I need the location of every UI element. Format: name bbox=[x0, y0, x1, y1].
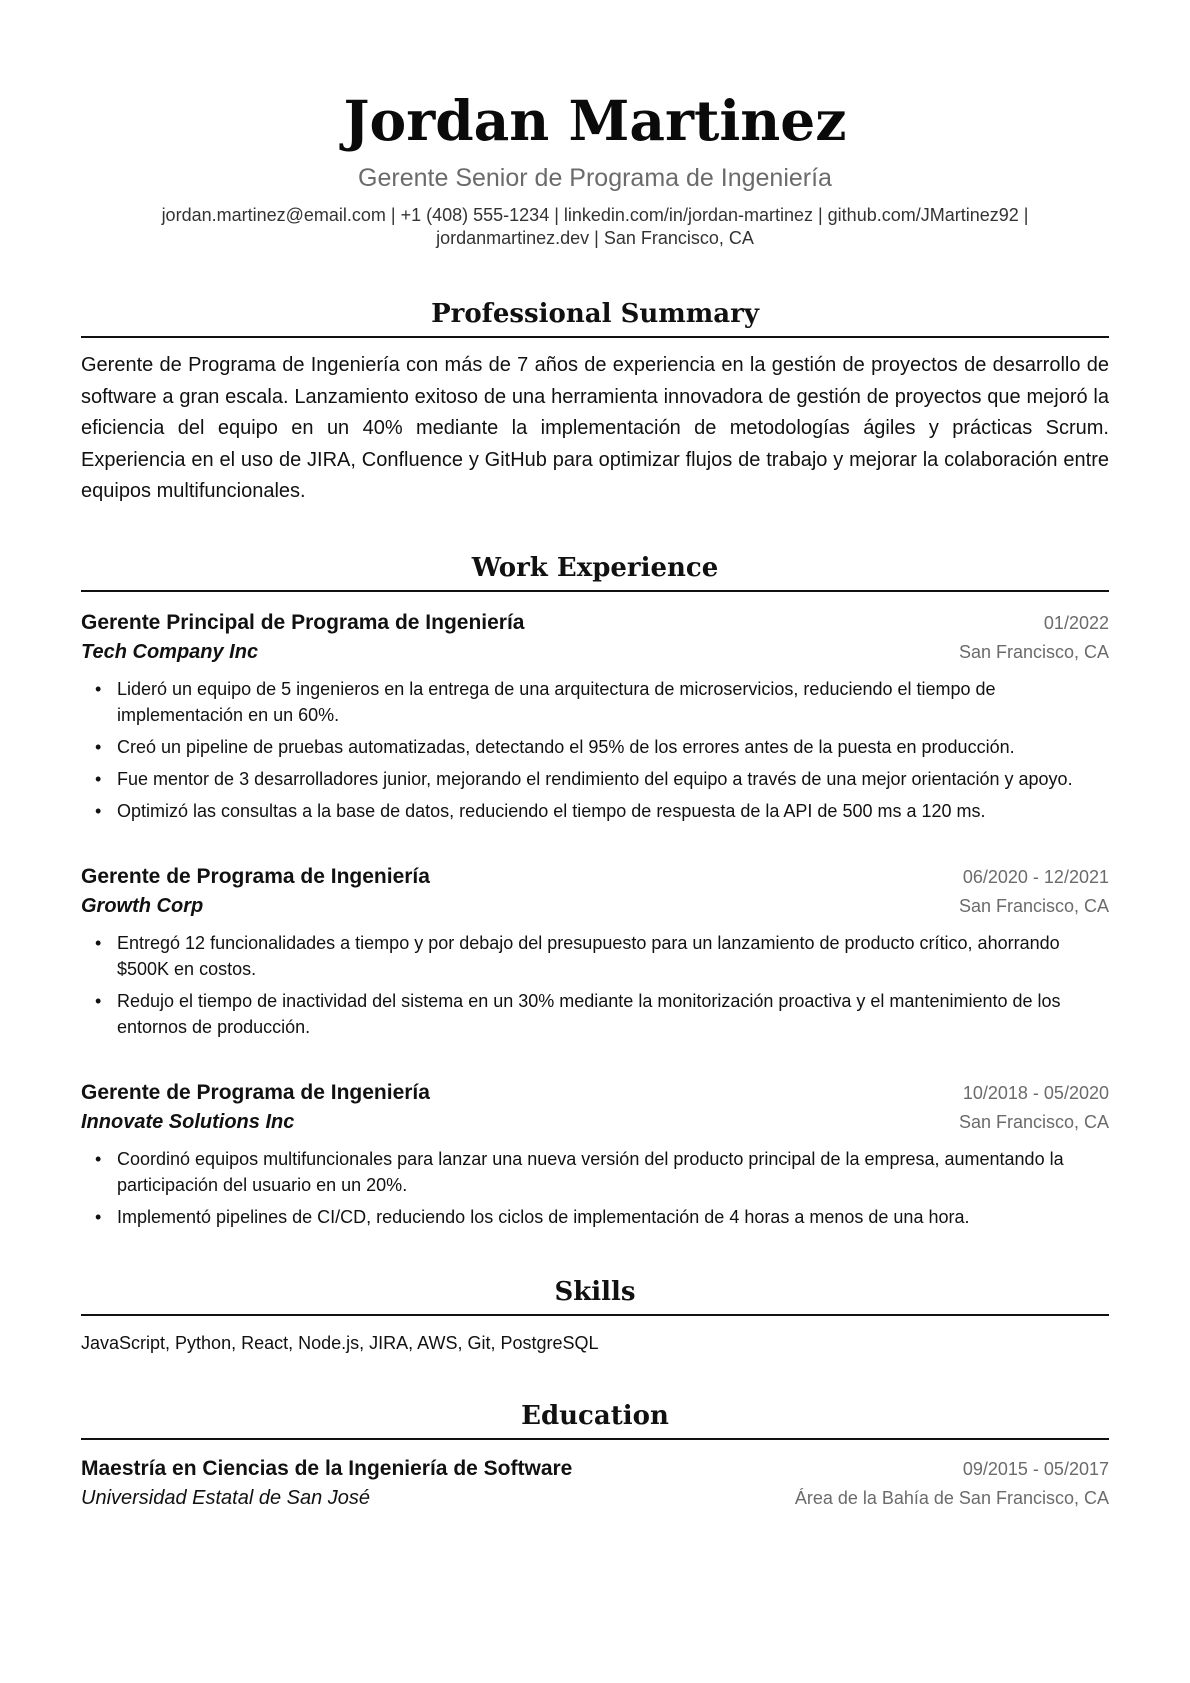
contact-line: jordan.martinez@email.com | +1 (408) 555-1234 | linkedin.com/in/jordan-martinez | github.com/JMartinez92 | bbox=[161, 205, 1029, 225]
job-location: San Francisco, CA bbox=[958, 895, 1109, 916]
section-heading: Skills bbox=[81, 1274, 1109, 1316]
job-company-row bbox=[81, 1108, 1109, 1136]
bullet-item: • Implementó pipelines de CI/CD, reduciendo los ciclos de implementación de 4 horas a menos de una hora. bbox=[81, 1204, 1109, 1230]
bullet-item: • Lideró un equipo de 5 ingenieros en la entrega de una arquitectura de microservicios, reduciendo el tiempo de implementación en un 60%. bbox=[81, 676, 1109, 728]
bullet-item: • Optimizó las consultas a la base de datos, reduciendo el tiempo de respuesta de la API de 500 ms a 120 ms. bbox=[81, 798, 1109, 824]
job-header-row bbox=[81, 608, 1109, 638]
job-bullets bbox=[81, 930, 1109, 1040]
summary-section bbox=[81, 296, 1109, 508]
job-date: 10/2018 - 05/2020 bbox=[962, 1082, 1109, 1103]
candidate-title: Gerente Senior de Programa de Ingeniería bbox=[358, 164, 832, 192]
job-entry bbox=[81, 862, 1109, 1040]
job-location: San Francisco, CA bbox=[958, 641, 1109, 662]
job-bullets bbox=[81, 676, 1109, 824]
experience-section bbox=[81, 550, 1109, 1230]
job-company-row bbox=[81, 892, 1109, 920]
education-date: 09/2015 - 05/2017 bbox=[962, 1458, 1109, 1479]
job-header-row bbox=[81, 1078, 1109, 1108]
summary-text: Gerente de Programa de Ingeniería con más de 7 años de experiencia en la gestión de proyectos de desarrollo de software a gran escala. Lanzamiento exitoso de una herramienta innovadora de gestión de proyectos que mejoró la eficiencia del equipo en un 40% mediante la implementación de metodologías ágiles y prácticas Scrum. Experiencia en el uso de JIRA, Confluence y GitHub para optimizar flujos de trabajo y mejorar la colaboración entre equipos multifuncionales. bbox=[81, 354, 1109, 502]
bullet-item: • Coordinó equipos multifuncionales para lanzar una nueva versión del producto principal de la empresa, aumentando la participación del usuario en un 20%. bbox=[81, 1146, 1109, 1198]
company-name: Innovate Solutions Inc bbox=[81, 1110, 295, 1133]
bullet-item: • Entregó 12 funcionalidades a tiempo y por debajo del presupuesto para un lanzamiento de producto crítico, ahorrando $500K en costos. bbox=[81, 930, 1109, 982]
skills-section bbox=[81, 1274, 1109, 1356]
school-name: Universidad Estatal de San José bbox=[81, 1486, 371, 1509]
degree-name: Maestría en Ciencias de la Ingeniería de Software bbox=[81, 1456, 573, 1480]
job-title: Gerente de Programa de Ingeniería bbox=[81, 864, 430, 888]
company-name: Tech Company Inc bbox=[81, 640, 259, 663]
job-entry bbox=[81, 608, 1109, 824]
job-header-row bbox=[81, 862, 1109, 892]
skills-list: JavaScript, Python, React, Node.js, JIRA, AWS, Git, PostgreSQL bbox=[81, 1332, 599, 1353]
bullet-item: • Creó un pipeline de pruebas automatizadas, detectando el 95% de los errores antes de la puesta en producción. bbox=[81, 734, 1109, 760]
job-title: Gerente Principal de Programa de Ingeniería bbox=[81, 610, 525, 634]
education-header-row bbox=[81, 1454, 1109, 1484]
resume-header bbox=[81, 0, 1109, 250]
job-date: 01/2022 bbox=[1043, 612, 1109, 633]
education-entry bbox=[81, 1454, 1109, 1512]
bullet-item: • Redujo el tiempo de inactividad del sistema en un 30% mediante la monitorización proactiva y el mantenimiento de los entornos de producción. bbox=[81, 988, 1109, 1040]
company-name: Growth Corp bbox=[81, 894, 204, 917]
section-heading: Professional Summary bbox=[81, 296, 1109, 338]
candidate-name: Jordan Martinez bbox=[343, 88, 847, 153]
job-bullets bbox=[81, 1146, 1109, 1230]
section-heading: Education bbox=[81, 1398, 1109, 1440]
job-date: 06/2020 - 12/2021 bbox=[962, 866, 1109, 887]
job-entry bbox=[81, 1078, 1109, 1230]
job-company-row bbox=[81, 638, 1109, 666]
bullet-item: • Fue mentor de 3 desarrolladores junior, mejorando el rendimiento del equipo a través de una mejor orientación y apoyo. bbox=[81, 766, 1109, 792]
education-school-row bbox=[81, 1484, 1109, 1512]
contact-line: jordanmartinez.dev | San Francisco, CA bbox=[436, 228, 754, 248]
education-section bbox=[81, 1398, 1109, 1512]
contact-info bbox=[81, 204, 1109, 250]
job-location: San Francisco, CA bbox=[958, 1111, 1109, 1132]
job-title: Gerente de Programa de Ingeniería bbox=[81, 1080, 430, 1104]
section-heading: Work Experience bbox=[81, 550, 1109, 592]
education-location: Área de la Bahía de San Francisco, CA bbox=[794, 1487, 1109, 1508]
